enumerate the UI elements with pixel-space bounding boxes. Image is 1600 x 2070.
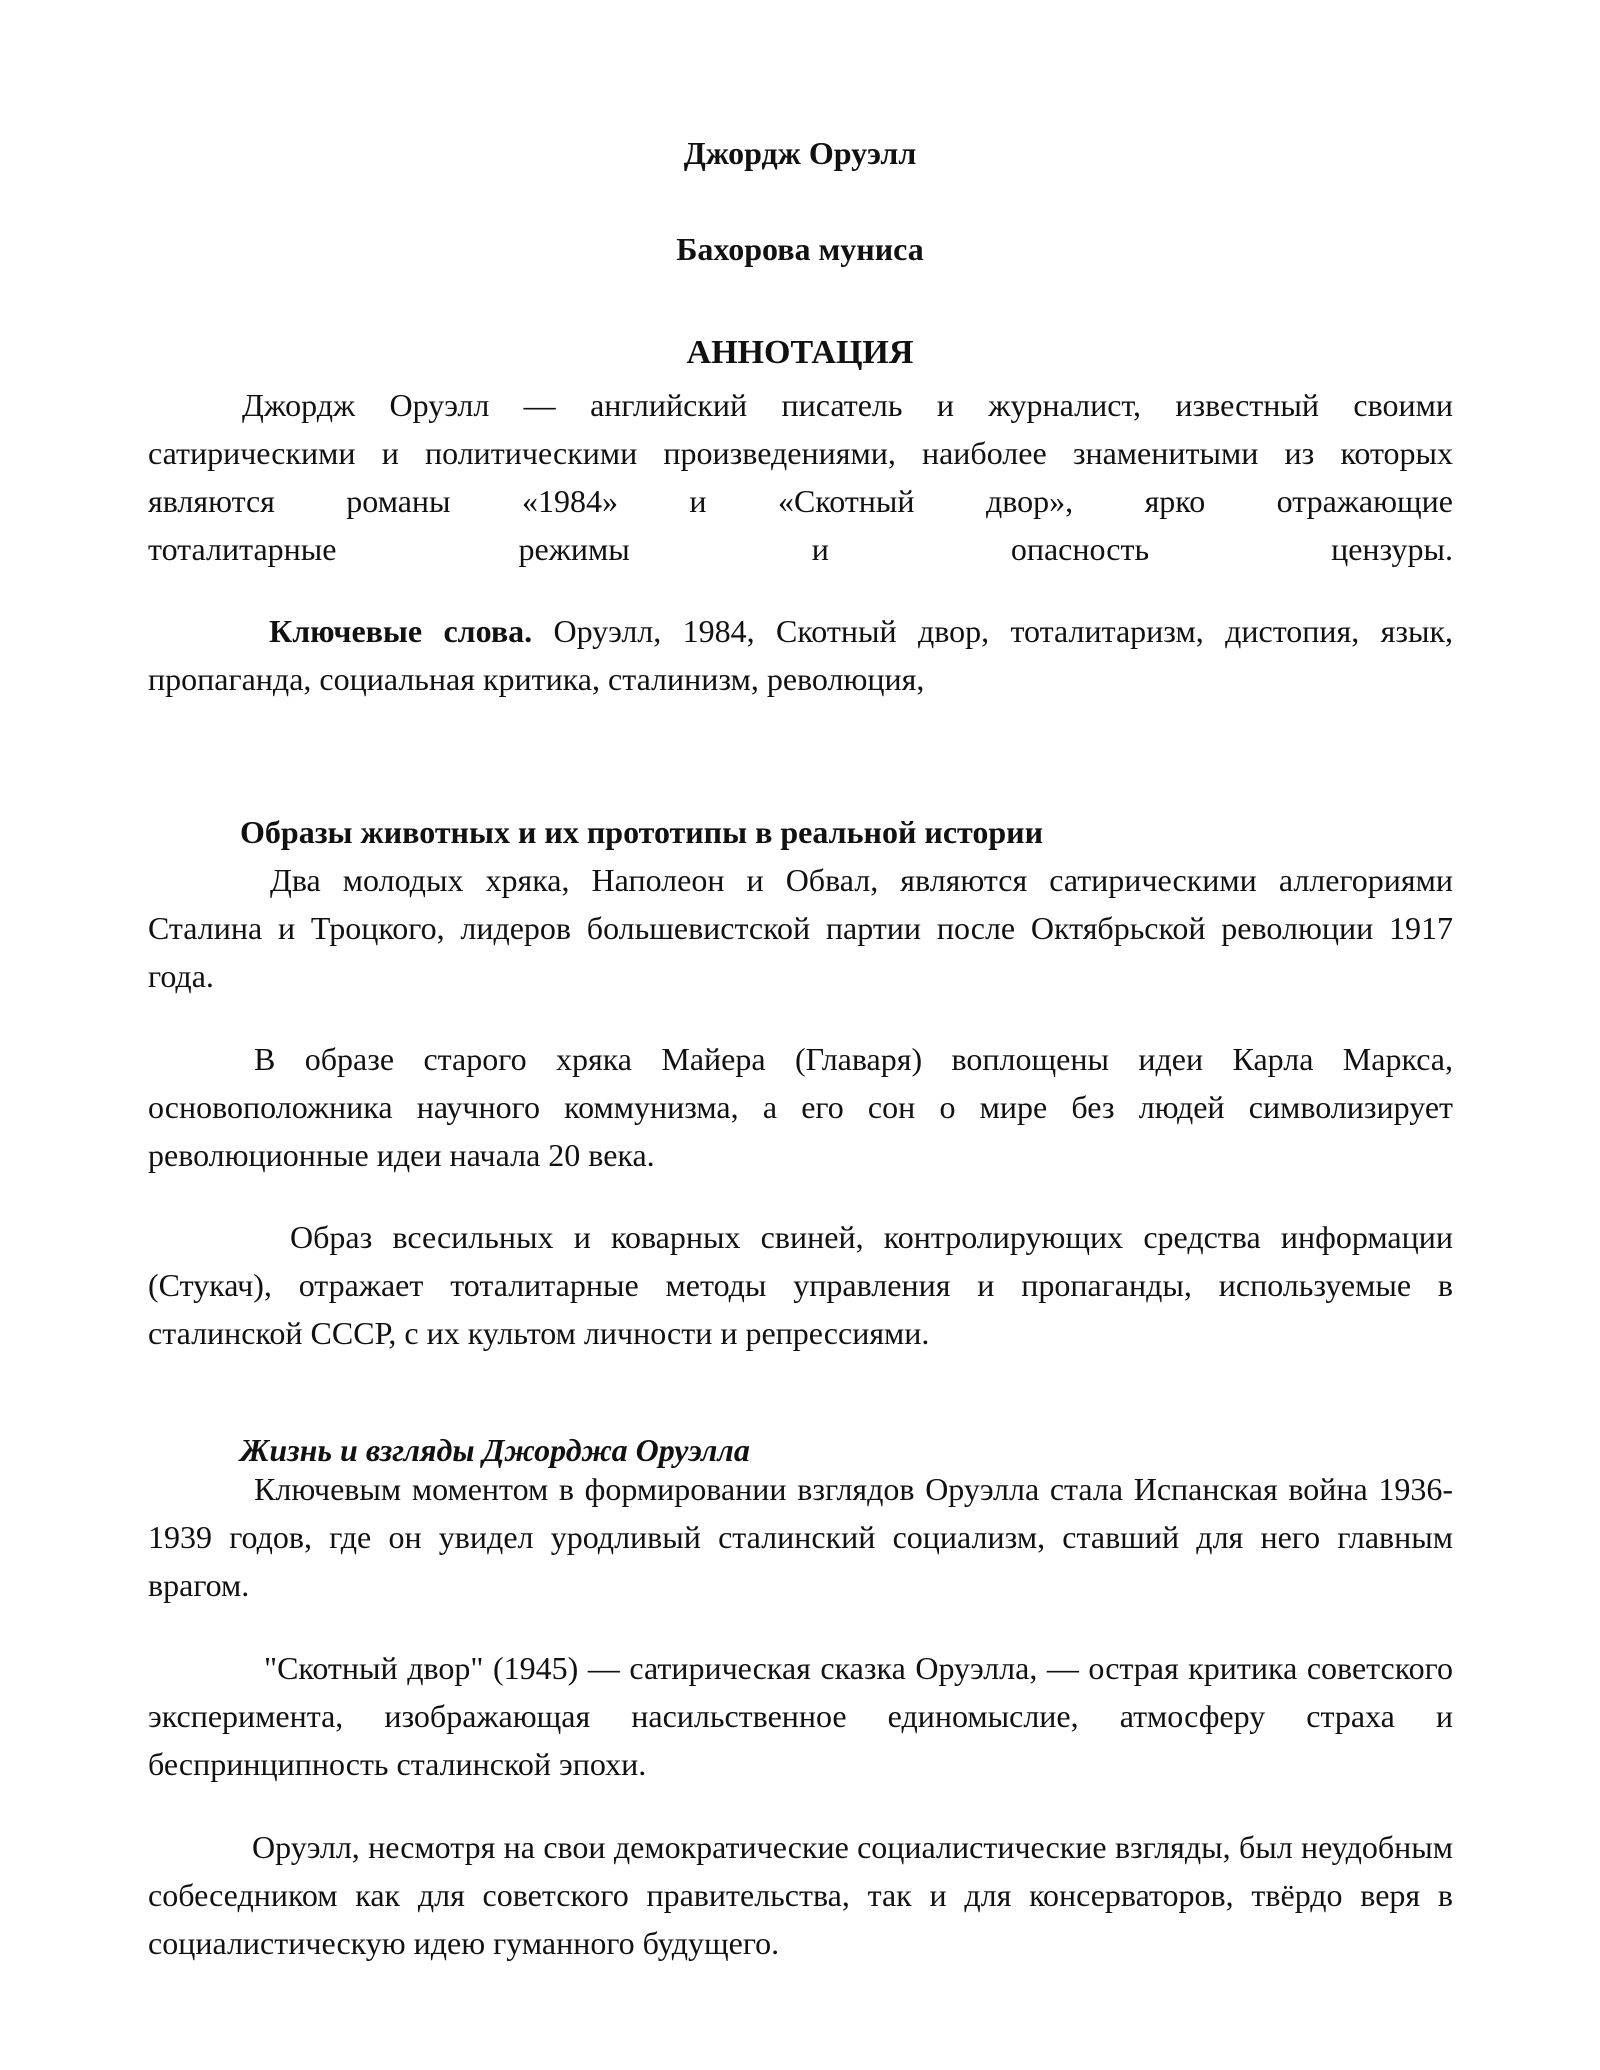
keywords-text: Оруэлл, 1984, Скотный двор, тоталитаризм, дистопия, язык, пропаганда, социальная критика, сталинизм, революция,	[148, 613, 1454, 697]
paragraph: Два молодых хряка, Наполеон и Обвал, являются сатирическими аллегориями Сталина и Троцкого, лидеров большевистской партии после Октябрьской революции 1917 года.	[148, 862, 1453, 994]
keywords-paragraph	[148, 607, 1453, 703]
author-title: Джордж Оруэлл	[683, 135, 917, 171]
annotation-heading: АННОТАЦИЯ	[686, 334, 914, 371]
paragraph: Оруэлл, несмотря на свои демократические социалистические взгляды, был неудобным собеседником как для советского правительства, так и для консерваторов, твёрдо веря в социалистическую идею гуманного будущего.	[148, 1829, 1453, 1961]
annotation-text: Джордж Оруэлл — английский писатель и журналист, известный своими сатирическими и политическими произведениями, наиболее знаменитыми из которых являются романы «1984» и «Скотный двор», ярко отражающие	[148, 387, 1453, 519]
keywords-label: Ключевые слова.	[269, 613, 533, 649]
paragraph: "Скотный двор" (1945) — сатирическая сказка Оруэлла, — острая критика советского эксперимента, изображающая насильственное единомыслие, атмосферу страха и беспринципность сталинской эпохи.	[148, 1650, 1453, 1782]
student-name: Бахорова муниса	[676, 231, 924, 267]
section-heading-orwell-life: Жизнь и взгляды Джорджа Оруэлла	[240, 1432, 750, 1468]
paragraph: Образ всесильных и коварных свиней, контролирующих средства информации (Стукач), отражает тоталитарные методы управления и пропаганды, используемые в сталинской СССР, с их культом личности и репрессиями.	[148, 1219, 1453, 1351]
paragraph: В образе старого хряка Майера (Главаря) воплощены идеи Карла Маркса, основоположника научного коммунизма, а его сон о мире без людей символизирует революционные идеи начала 20 века.	[148, 1041, 1453, 1173]
section-heading-animal-images: Образы животных и их прототипы в реальной истории	[240, 814, 1044, 850]
paragraph: Ключевым моментом в формировании взглядов Оруэлла стала Испанская война 1936-1939 годов, где он увидел уродливый сталинский социализм, ставший для него главным врагом.	[148, 1471, 1453, 1603]
annotation-text-last-line: тоталитарные режимы и опасность цензуры.	[148, 531, 1453, 567]
